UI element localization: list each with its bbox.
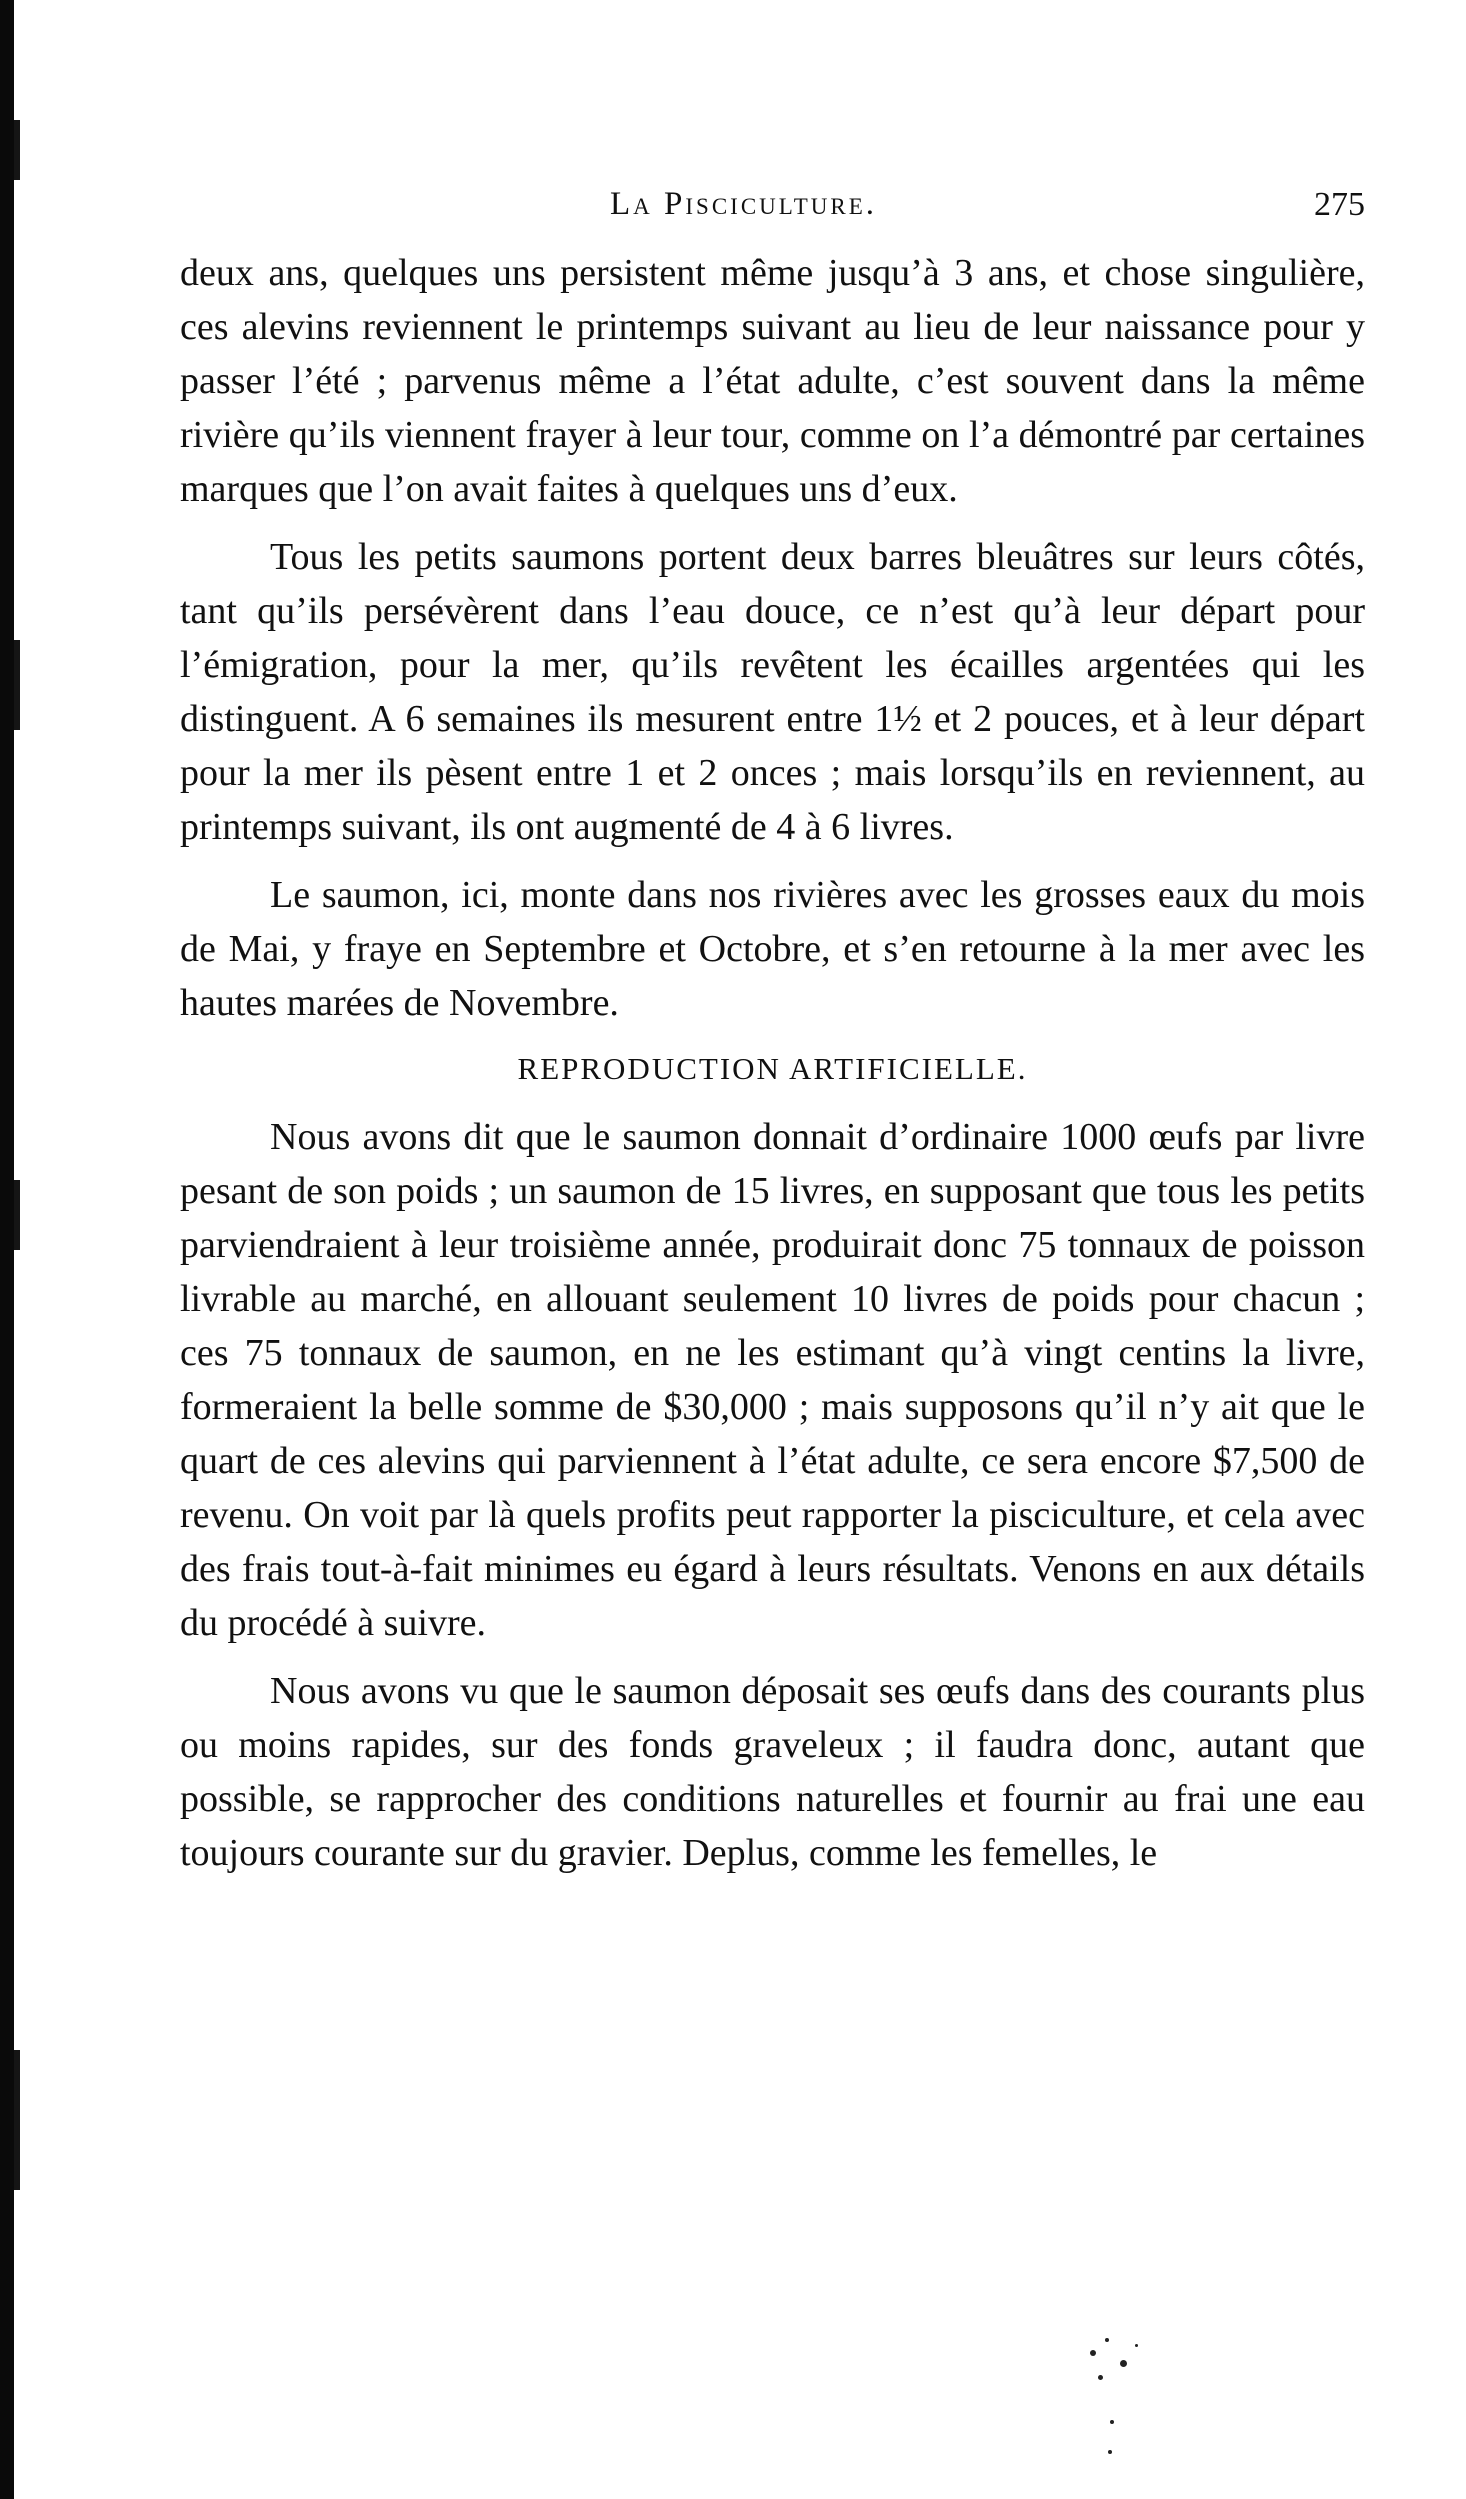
paragraph: Tous les petits saumons portent deux barres bleuâtres sur leurs côtés, tant qu’ils persévèrent dans l’eau douce, ce n’est qu’à leur départ pour l’émigration, pour la mer, qu’ils revêtent les écailles argentées qui les distinguent. A 6 semaines ils mesurent entre 1½ et 2 pouces, et à leur départ pour la mer ils pèsent entre 1 et 2 onces ; mais lorsqu’ils en reviennent, au printemps suivant, ils ont augmenté de 4 à 6 livres.: [180, 536, 1365, 848]
print-specks: [1080, 2330, 1170, 2460]
binding-tick: [14, 2050, 20, 2190]
running-header: [180, 186, 1365, 226]
paragraph: Nous avons dit que le saumon donnait d’ordinaire 1000 œufs par livre pesant de son poids ; un saumon de 15 livres, en supposant que tous les petits parviendraient à leur troisième année, produirait donc 75 tonnaux de poisson livrable au marché, en allouant seulement 10 livres de poids pour chacun ; ces 75 tonnaux de saumon, en ne les estimant qu’à vingt centins la livre, formeraient la belle somme de $30,000 ; mais supposons qu’il n’y ait que le quart de ces alevins qui parviennent à l’état adulte, ce sera encore $7,500 de revenu. On voit par là quels profits peut rapporter la pisciculture, et cela avec des frais tout-à-fait minimes eu égard à leurs résultats. Venons en aux détails du procédé à suivre.: [180, 1116, 1365, 1644]
paragraph: deux ans, quelques uns persistent même jusqu’à 3 ans, et chose singulière, ces alevins reviennent le printemps suivant au lieu de leur naissance pour y passer l’été ; parvenus même a l’état adulte, c’est souvent dans la même rivière qu’ils viennent frayer à leur tour, comme on l’a démontré par certaines marques que l’on avait faites à quelques uns d’eux.: [180, 252, 1365, 510]
page-number: 275: [1314, 186, 1365, 223]
binding-tick: [14, 120, 20, 180]
paragraph: Le saumon, ici, monte dans nos rivières avec les grosses eaux du mois de Mai, y fraye en Septembre et Octobre, et s’en retourne à la mer avec les hautes marées de Novembre.: [180, 874, 1365, 1024]
binding-shadow-bar: [0, 0, 14, 2499]
page-binding-edge: [0, 0, 60, 2499]
section-heading: REPRODUCTION ARTIFICIELLE.: [517, 1051, 1028, 1086]
binding-tick: [14, 640, 20, 730]
running-title: La Pisciculture.: [610, 186, 878, 222]
page-body: [180, 246, 1365, 1880]
binding-tick: [14, 1180, 20, 1250]
paragraph: Nous avons vu que le saumon déposait ses œufs dans des courants plus ou moins rapides, sur des fonds graveleux ; il faudra donc, autant que possible, se rapprocher des conditions naturelles et fournir au frai une eau toujours courante sur du gravier. Deplus, comme les femelles, le: [180, 1670, 1365, 1874]
